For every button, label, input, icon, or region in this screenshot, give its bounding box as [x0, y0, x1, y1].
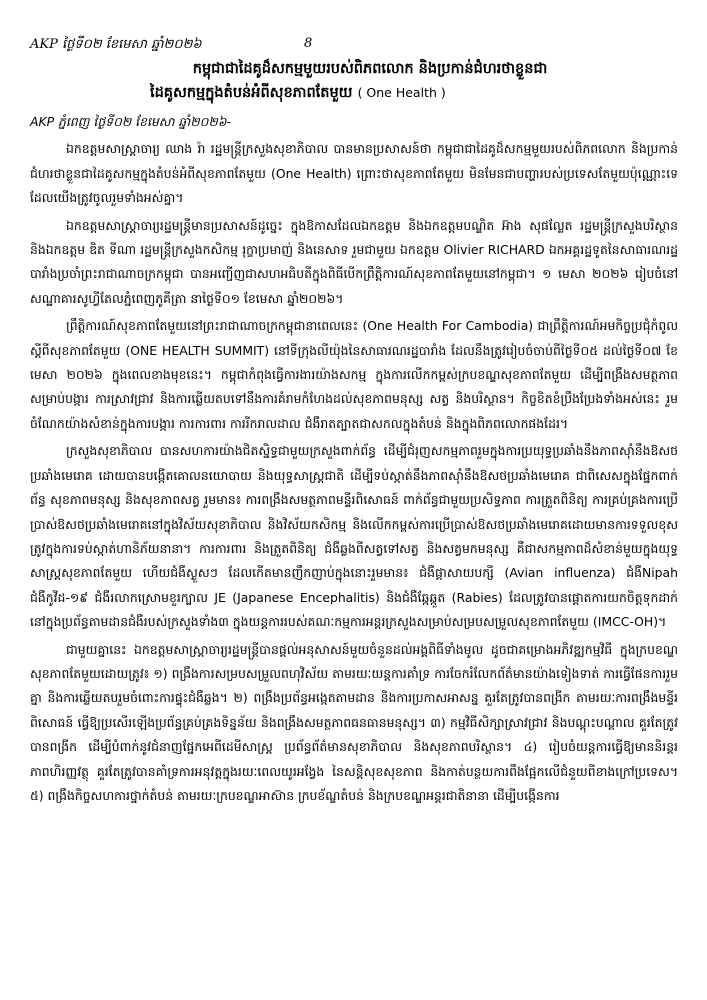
paragraph-4: ក្រសួងសុខាភិបាល បានសហការយ៉ាងជិតស្និទ្ធជាមួយក្រសួងពាក់ព័ន្ធ ដើម្បីជំរុញសកម្មភាពរួមក្នុងការប្រយុទ្ធប្រឆាំងនឹងភាពស៊ាំនឹងឱសថប្រឆាំងមេរោគ ដោយបានបង្កើតគោលនយោបាយ និងយុទ្ធសាស្ត្រជាតិ ដើម្បីទប់ស្កាត់នឹងភាពស៊ាំនឹងឱសថប្រឆាំងមេរោគ ជាពិសេសក្នុងផ្នែកពាក់ព័ន្ធ សុខភាពមនុស្ស និងសុខភាពសត្វ រួមមាន៖ ការពង្រឹងសមត្ថភាពមន្ទីរពិសោធន៍ ពាក់ព័ន្ធជាមួយប្រសិទ្ធភាព ការត្រួតពិនិត្យ ការគ្រប់គ្រងការប្រើប្រាស់ឱសថប្រឆាំងមេរោគនៅក្នុងវិស័យសុខាភិបាល និងវិស័យកសិកម្ម និងលើកកម្ពស់ការប្រើប្រាស់ឱសថប្រឆាំងមេរោគដោយមានការទទួលខុសត្រូវក្នុងការទប់ស្កាត់ហានិភ័យនានា។ ការការពារ និងត្រួតពិនិត្យ ជំងឺឆ្លងពីសត្វទៅសត្វ និងសត្វមកមនុស្ស គឺជាសកម្មភាពដ៏សំខាន់មួយក្នុងយុទ្ធសាស្ត្រសុខភាពតែមួយ ហើយជំងឺស្ងួសៗ ដែលកើតមានញឹកញាប់ក្នុងនោះរួមមាន៖ ជំងឺផ្តាសាយបក្សី (Avian influenza) ជំងឺNipah ជំងឺកូវីដ-១៩ ជំងឺរលាកស្រោមខួរក្បាល JE (Japanese Encephalitis) និងជំងឺឆ្កែឆ្កួត (Rabies) ដែលត្រូវបានផ្តោតការយកចិត្តទុកដាក់ នៅក្នុងប្រព័ន្ធតាមដានជំងឺរបស់ក្រសួងទាំង៣ ក្នុងយន្តការរបស់គណៈកម្មការអន្តរក្រសួងសម្រាប់សម្របសម្រួលសុខភាពតែមួយ (IMCC-OH)។ [30, 443, 678, 630]
paragraph-1: ឯកឧត្តមសាស្ត្រាចារ្យ ឈាង រ៉ា រដ្ឋមន្ត្រីក្រសួងសុខាភិបាល បានមានប្រសាសន៍ថា កម្ពុជាជាដៃគូដ៏សកម្មមួយរបស់ពិភពលោក និងប្រកាន់ជំហរថាខ្លួនជាដៃគូសកម្មក្នុងតំបន់អំពីសុខភាពតែមួយ (One Health) ព្រោះថាសុខភាពតែមួយ មិនមែនជាបញ្ហារបស់ប្រទេសតែមួយប៉ុណ្ណោះទេ ដែលយើងត្រូវចូលរួមទាំងអស់គ្នា។ [30, 141, 678, 206]
article-title-line-2-text: ដៃគូសកម្មក្នុងតំបន់អំពីសុខភាពតែមួយ [150, 85, 353, 101]
article-title-line-2 [150, 82, 650, 104]
article-body [30, 110, 678, 811]
paragraph-3: ព្រឹត្តិការណ៍សុខភាពតែមួយនៅព្រះរាជាណាចក្រកម្ពុជានាពេលនេះ (One Health For Cambodia) ជាព្រឹត្តិការណ៍អមកិច្ចប្រជុំកំពូលស្តីពីសុខភាពតែមួយ (ONE HEALTH SUMMIT) នៅទីក្រុងលីយ៉ុងនៃសាធារណរដ្ឋបារាំង ដែលនឹងត្រូវរៀបចំចាប់ពីថ្ងៃទី០៥ ដល់ថ្ងៃទី០៧ ខែមេសា ២០២៦ ក្នុងពេលខាងមុខនេះ។ កម្ពុជាកំពុងធ្វើការងារយ៉ាងសកម្ម ក្នុងការលើកកម្ពស់ក្របខណ្ឌសុខភាពតែមួយ ដើម្បីពង្រឹងសមត្ថភាពសម្រាប់បង្ការ ការស្រាវជ្រាវ និងការឆ្លើយតបទៅនឹងការគំរាមកំហែងដល់សុខភាពមនុស្ស សត្វ និងបរិស្ថាន។ កិច្ចខិតខំប្រឹងប្រែងទាំងអស់នេះ រួមចំណែកយ៉ាងសំខាន់ក្នុងការបង្ការ ការការពារ ការរីករាលដាល ជំងឺរាតត្បាតជាសកលក្នុងតំបន់ និងក្នុងពិភពលោកផងដែរ។ [30, 318, 678, 431]
header-date: AKP ថ្ងៃទី០២ ខែមេសា ឆ្នាំ២០២៦ [30, 37, 202, 52]
page-number: 8 [304, 36, 313, 51]
article-title-suffix: ( One Health ) [357, 85, 446, 100]
paragraph-2: ឯកឧត្តមសាស្ត្រាចារ្យរដ្ឋមន្ត្រីមានប្រសាសន៍ដូច្នេះ ក្នុងឱកាសដែលឯកឧត្តម និងឯកឧត្តមបណ្ឌិត អ៊ាង សុផល្លែត រដ្ឋមន្ត្រីក្រសួងបរិស្ថាន និងឯកឧត្តម ឌិត ទីណា រដ្ឋមន្ត្រីក្រសួងកសិកម្ម រុក្ខាប្រមាញ់ និងនេសាទ រួមជាមួយ ឯកឧត្តម Olivier RICHARD ឯកអគ្គរដ្ឋទូតនៃសាធារណរដ្ឋបារាំងប្រចាំព្រះរាជាណាចក្រកម្ពុជា បានអញ្ជើញជាសហអធិបតីក្នុងពិធីបើកព្រឹត្តិការណ៍សុខភាពតែមួយនៅកម្ពុជា។ ១ មេសា ២០២៦ រៀបចំនៅសណ្ឋាគារសូហ្វីតែលភ្នំពេញភូគីត្រា នាថ្ងៃទី០១ ខែមេសា ឆ្នាំ២០២៦។ [30, 217, 678, 306]
article-title-line-1: កម្ពុជាជាដៃគូដ៏សកម្មមួយរបស់ពិភពលោក និងប្រកាន់ជំហរថាខ្លួនជា [192, 61, 548, 77]
page-header [0, 36, 707, 56]
paragraph-5: ជាមួយគ្នានេះ ឯកឧត្តមសាស្ត្រាចារ្យរដ្ឋមន្ត្រីបានផ្តល់អនុសាសន៍មួយចំនួនដល់អង្គពិធីទាំងមូល ដូចជាគម្រោងអភិវឌ្ឍកម្មវិធី ក្នុងក្របខណ្ឌសុខភាពតែមួយដោយត្រូវ៖ ១) ពង្រឹងការសម្របសម្រួលពហុវិស័យ តាមរយៈយន្តការគាំទ្រ ការចែករំលែកព័ត៌មានយ៉ាងទៀងទាត់ ការធ្វើផែនការរួមគ្នា និងការឆ្លើយតបរួមចំពោះការផ្ទុះជំងឺឆ្លង។ ២) ពង្រឹងប្រព័ន្ធអង្កេតតាមដាន និងការប្រកាសអាសន្ន គួរតែត្រូវបានពង្រីក តាមរយៈការពង្រឹងមន្ទីរពិសោធន៍ ធ្វើឱ្យប្រសើរឡើងប្រព័ន្ធគ្រប់គ្រងទិន្នន័យ និងពង្រឹងសមត្ថភាពធនធានមនុស្ស។ ៣) កម្មវិធីសិក្សាស្រាវជ្រាវ និងបណ្តុះបណ្តាល គួរតែត្រូវបានពង្រីក ដើម្បីបំពាក់នូវជំនាញផ្នែកអេពីដេមីសាស្ត្រ ប្រព័ន្ធព័ត៌មានសុខាភិបាល និងសុខភាពបរិស្ថាន។ ៤) រៀបចំយន្តការធ្វើឱ្យមាននិរន្តរភាពហិរញ្ញវត្ថុ គួរតែត្រូវបានគាំទ្រការអនុវត្តក្នុងរយៈពេលយូរអង្វែង នៃសន្តិសុខសុខភាព និងកាត់បន្ថយការពឹងផ្អែកលើជំនួយពីខាងក្រៅប្រទេស។ ៥) ពង្រឹងកិច្ចសហការថ្នាក់តំបន់ តាមរយៈក្របខណ្ឌអាស៊ាន ក្របខ័ណ្ឌតំបន់ និងក្របខណ្ឌអន្តរជាតិនានា ដើម្បីបង្កើនការ [30, 641, 678, 803]
dateline: AKP ភ្នំពេញ ថ្ងៃទី០២ ខែមេសា ឆ្នាំ២០២៦- [30, 114, 231, 129]
